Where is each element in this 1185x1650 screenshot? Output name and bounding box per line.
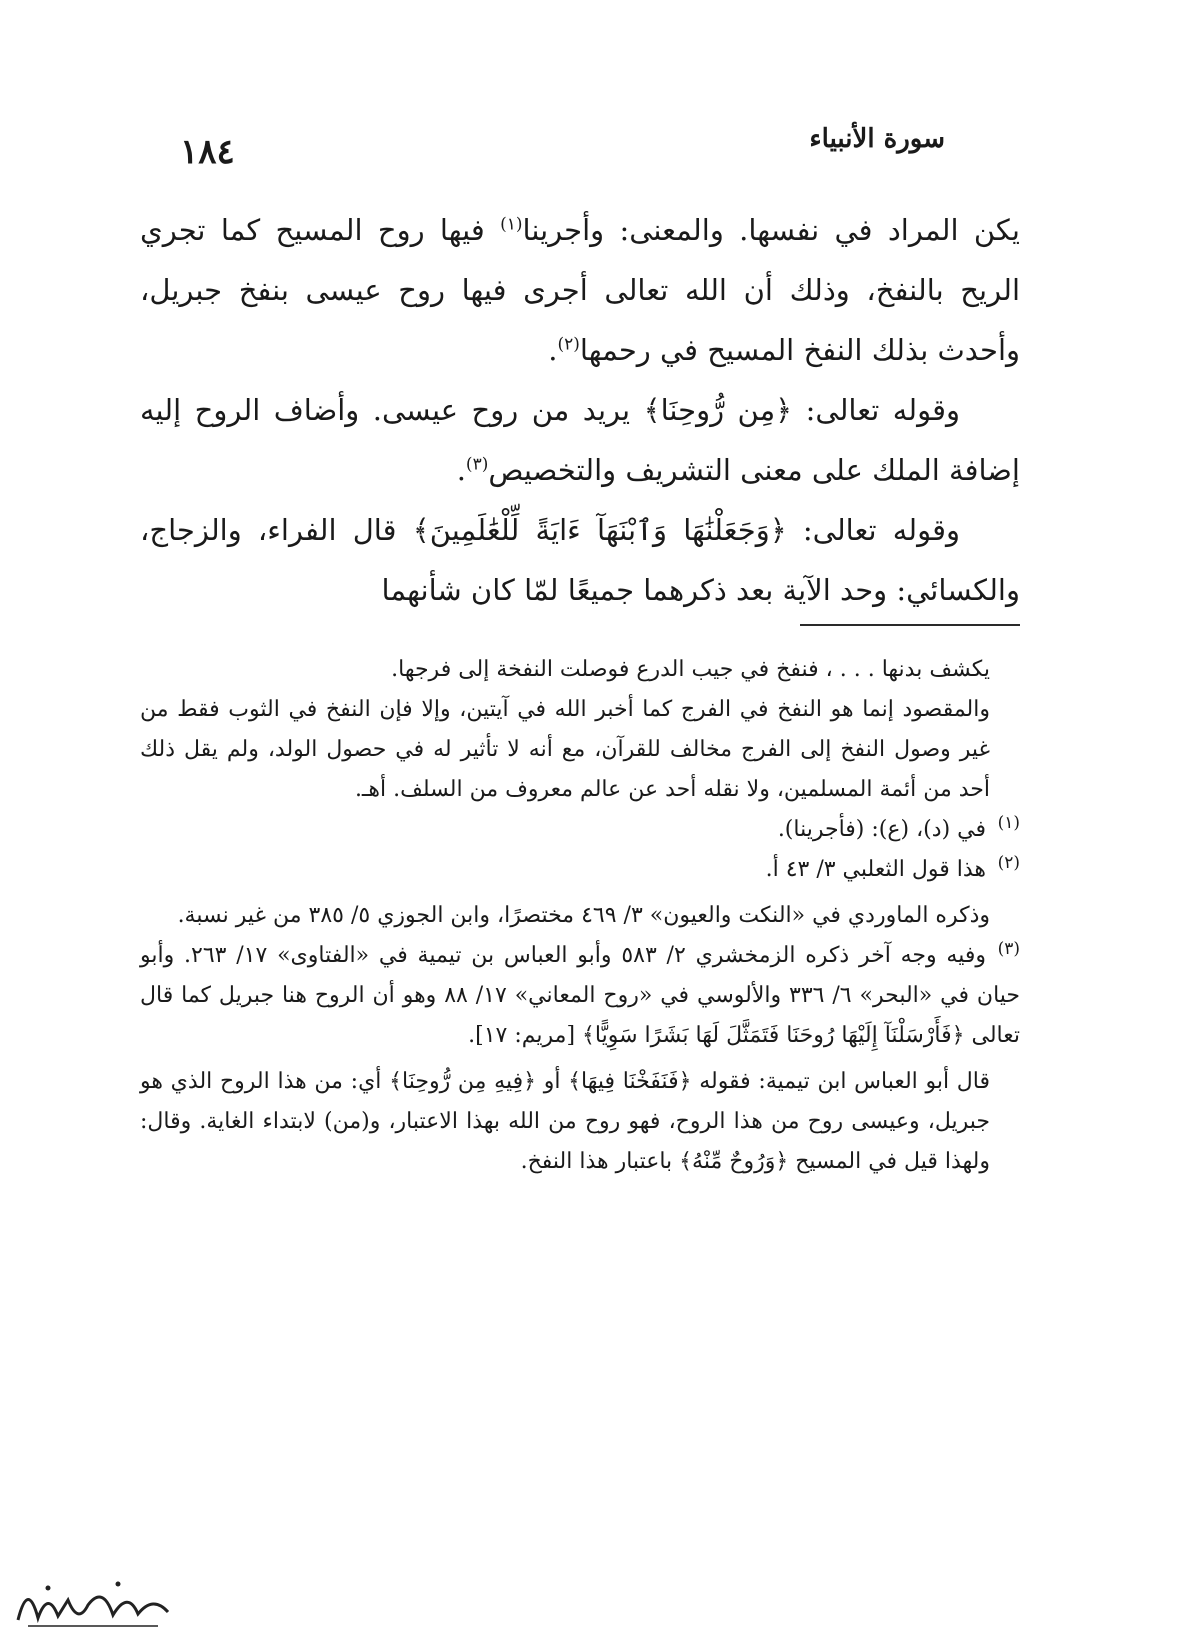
- surah-title: سورة الأنبياء: [809, 124, 945, 154]
- p1b-text: فيها روح المسيح كما تجري الريح بالنفخ، وذلك أن الله تعالى أجرى فيها روح عيسى بنفخ جبريل، وأحدث بذلك النفخ المسيح في رحمها: [140, 213, 1020, 367]
- p3b-text: قال الفراء، والزجاج، والكسائي: وحد الآية بعد ذكرهما جميعًا لمّا كان شأنهما: [140, 513, 1020, 607]
- quran-quote-1: ﴿مِن رُّوحِنَا﴾: [643, 393, 793, 427]
- p2-end: .: [456, 453, 466, 487]
- p2a-text: وقوله تعالى:: [792, 393, 960, 427]
- p1-end: .: [548, 333, 558, 367]
- footnote-ref-2: (٢): [557, 334, 580, 355]
- paragraph-1: [140, 200, 1020, 380]
- footnote-2-more: [140, 896, 1020, 936]
- footnote-divider: [800, 624, 1020, 626]
- footnote-3-more-text: قال أبو العباس ابن تيمية: فقوله ﴿فَنَفَخْنَا فِيهَا﴾ أو ﴿فِيهِ مِن رُّوحِنَا﴾ أي: من هذا الروح الذي هو جبريل، وعيسى روح من هذا الروح، فهو روح من الله بهذا الاعتبار، و(من) لابتداء الغاية. وقال: ولهذا قيل في المسيح ﴿وَرُوحٌ مِّنْهُ﴾ باعتبار هذا النفخ.: [140, 1069, 990, 1174]
- footnote-2-more-text: وذكره الماوردي في «النكت والعيون» ٣/ ٤٦٩ مختصرًا، وابن الجوزي ٥/ ٣٨٥ من غير نسبة.: [177, 903, 990, 928]
- page-header: [180, 118, 945, 172]
- footnote-ref-1: (١): [500, 214, 523, 235]
- paragraph-2: [140, 380, 1020, 500]
- footnote-ref-3: (٣): [465, 454, 489, 475]
- continuation-line: يكشف بدنها . . . ، فنفخ في جيب الدرع فوصلت النفخة إلى فرجها.: [391, 657, 990, 682]
- footnote-2: (٢)هذا قول الثعلبي ٣/ ٤٣ أ.: [765, 852, 1020, 882]
- continuation-paragraph: والمقصود إنما هو النفخ في الفرج كما أخبر الله في آيتين، وإلا فإن النفخ في الثوب فقط من غير وصول النفخ إلى الفرج مخالف للقرآن، مع أنه لا تأثير له في حصول الولد، ولم يقل ذلك أحد من أئمة المسلمين، ولا نقله أحد عن عالم معروف من السلف. أهـ.: [140, 697, 990, 802]
- footnote-1-text: في (د)، (ع): (فأجرينا).: [777, 817, 986, 842]
- p1-text: يكن المراد في نفسها. والمعنى: وأجرينا: [522, 213, 1020, 247]
- footnote-continuation: [140, 650, 1020, 810]
- publisher-logo: [8, 1570, 178, 1640]
- main-text: [140, 200, 1020, 620]
- p3a-text: وقوله تعالى:: [786, 513, 960, 547]
- footnote-1: (١)في (د)، (ع): (فأجرينا).: [777, 812, 1020, 842]
- footnote-3-more: [140, 1062, 1020, 1182]
- quran-quote-2: ﴿وَجَعَلْنَٰهَا وَٱبْنَهَآ ءَايَةً لِّلْعَٰلَمِينَ﴾: [412, 513, 787, 547]
- footnotes: [140, 650, 1020, 1182]
- footnote-3-text: وفيه وجه آخر ذكره الزمخشري ٢/ ٥٨٣ وأبو العباس بن تيمية في «الفتاوى» ١٧/ ٢٦٣. وأبو حيان في «البحر» ٦/ ٣٣٦ والألوسي في «روح المعاني» ١٧/ ٨٨ وهو أن الروح هنا جبريل كما قال تعالى ﴿فَأَرْسَلْنَآ إِلَيْهَا رُوحَنَا فَتَمَثَّلَ لَهَا بَشَرًا سَوِيًّا﴾ [مريم: ١٧].: [140, 943, 1021, 1048]
- p2b-text: يريد من روح عيسى. وأضاف الروح إليه إضافة الملك على معنى التشريف والتخصيص: [140, 393, 1020, 487]
- footnote-2-text: هذا قول الثعلبي ٣/ ٤٣ أ.: [765, 857, 986, 882]
- page-number: ١٨٤: [180, 132, 235, 172]
- footnote-3: (٣)وفيه وجه آخر ذكره الزمخشري ٢/ ٥٨٣ وأبو العباس بن تيمية في «الفتاوى» ١٧/ ٢٦٣. وأبو حيان في «البحر» ٦/ ٣٣٦ والألوسي في «روح المعاني» ١٧/ ٨٨ وهو أن الروح هنا جبريل كما قال تعالى ﴿فَأَرْسَلْنَآ إِلَيْهَا رُوحَنَا فَتَمَثَّلَ لَهَا بَشَرًا سَوِيًّا﴾ [مريم: ١٧].: [140, 938, 1021, 1048]
- logo-calligraphy-icon: [8, 1570, 178, 1640]
- paragraph-3: [140, 500, 1020, 620]
